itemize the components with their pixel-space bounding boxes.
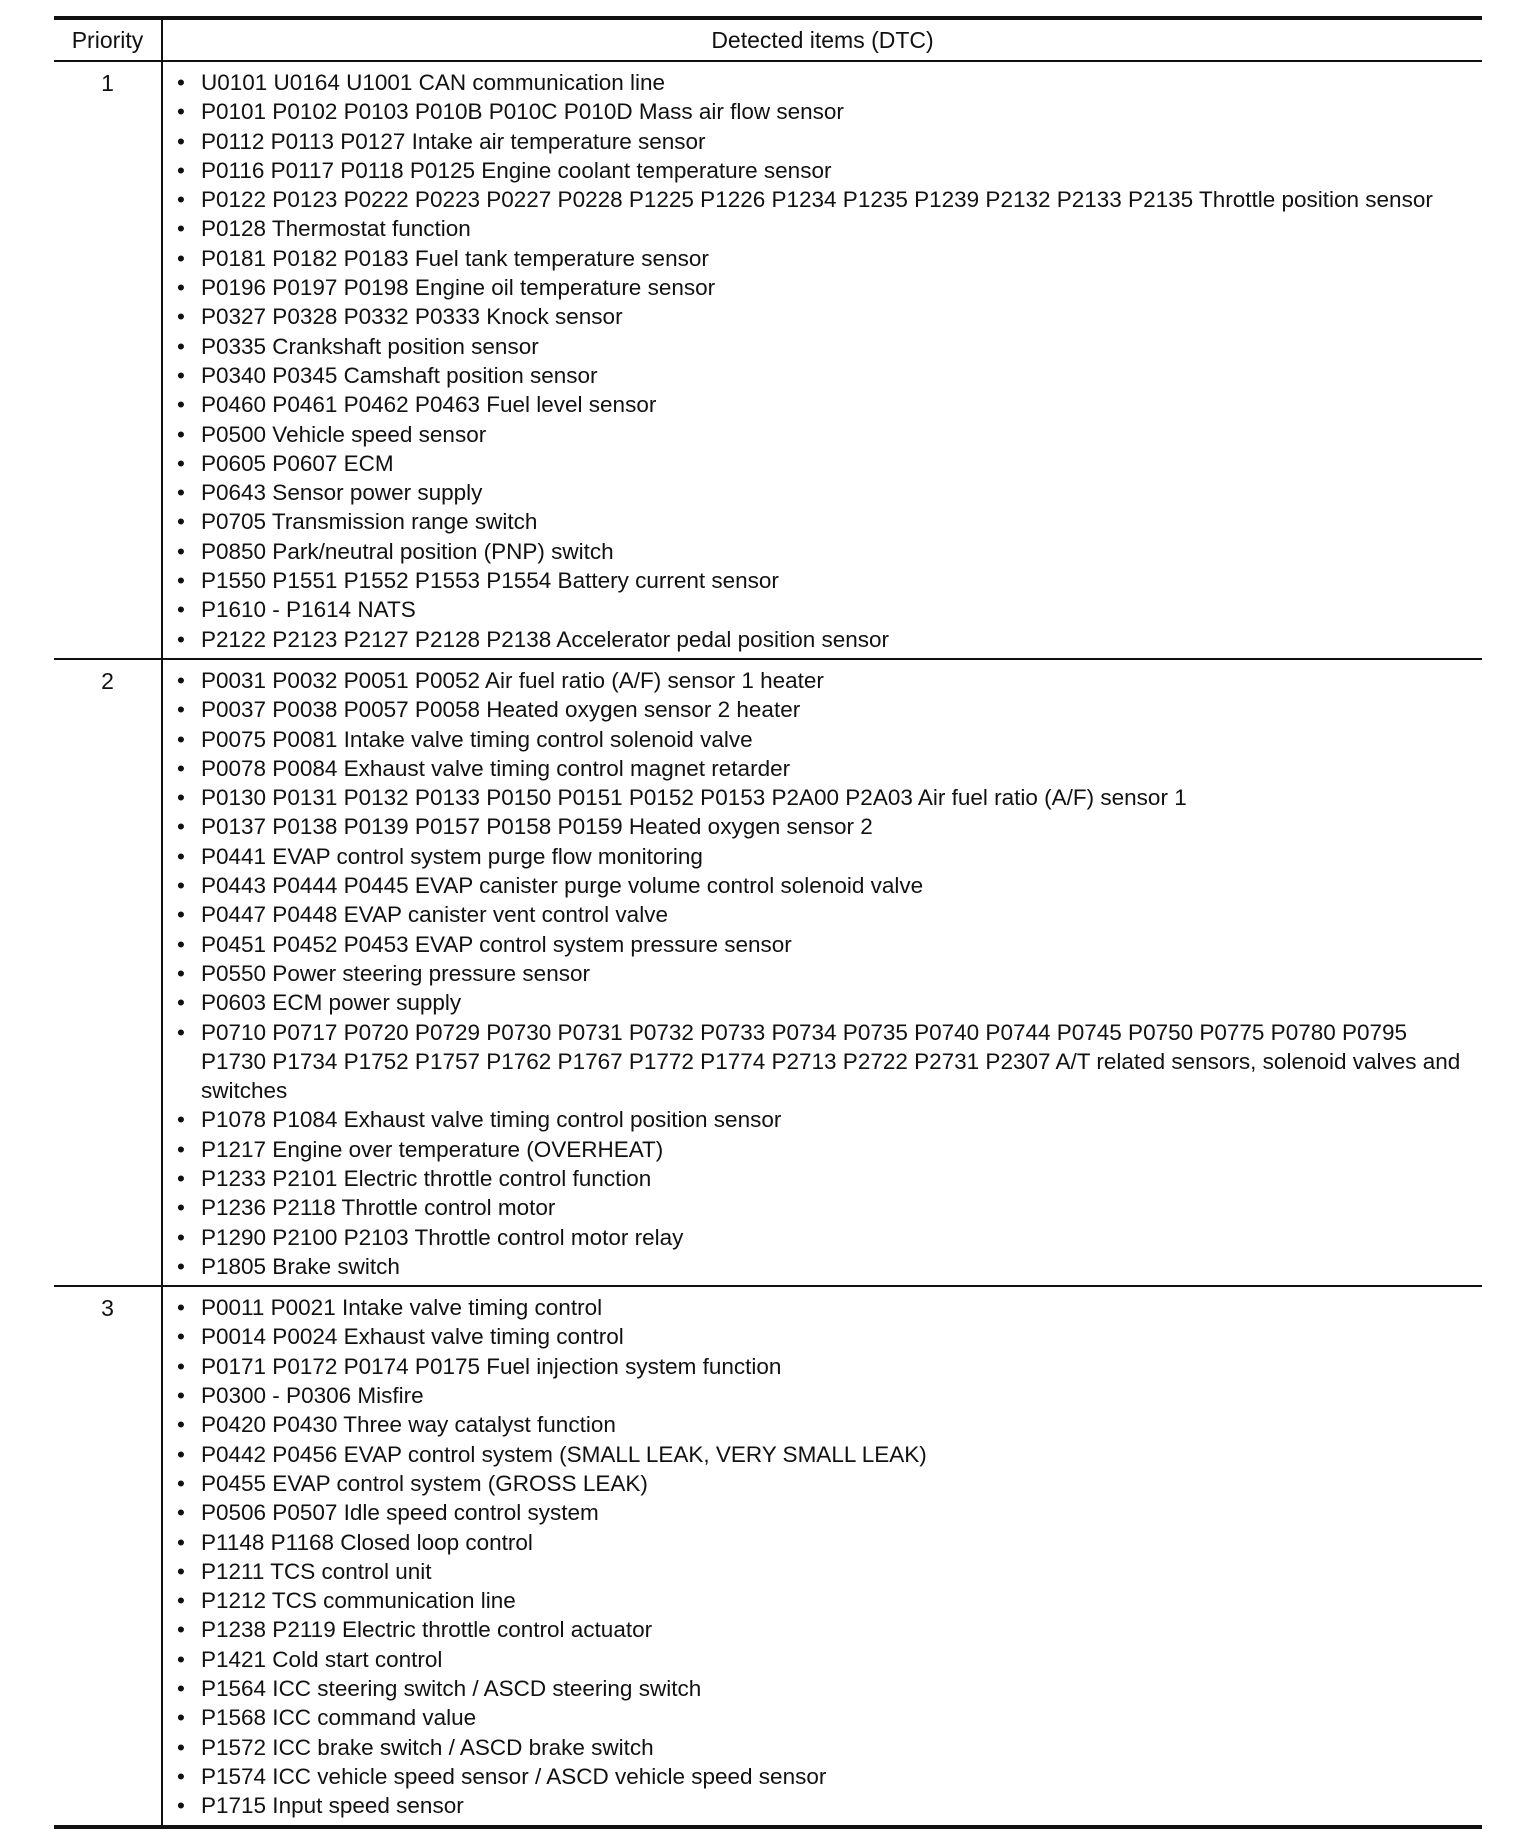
dtc-item: • P1715 Input speed sensor xyxy=(177,1791,1476,1820)
dtc-item: • P1212 TCS communication line xyxy=(177,1586,1476,1615)
dtc-item: • P0171 P0172 P0174 P0175 Fuel injection system function xyxy=(177,1352,1476,1381)
dtc-priority-table-container xyxy=(54,16,1482,1829)
dtc-item: • P1217 Engine over temperature (OVERHEAT) xyxy=(177,1135,1476,1164)
dtc-item: • P0455 EVAP control system (GROSS LEAK) xyxy=(177,1469,1476,1498)
dtc-item: • P0130 P0131 P0132 P0133 P0150 P0151 P0152 P0153 P2A00 P2A03 Air fuel ratio (A/F) sensor 1 xyxy=(177,783,1476,812)
dtc-item: • P0443 P0444 P0445 EVAP canister purge volume control solenoid valve xyxy=(177,871,1476,900)
dtc-item: • P0850 Park/neutral position (PNP) switch xyxy=(177,537,1476,566)
dtc-item: • P1568 ICC command value xyxy=(177,1703,1476,1732)
dtc-item: • P0128 Thermostat function xyxy=(177,214,1476,243)
dtc-item: • P0460 P0461 P0462 P0463 Fuel level sensor xyxy=(177,390,1476,419)
dtc-item: • P1148 P1168 Closed loop control xyxy=(177,1528,1476,1557)
dtc-item: • P0603 ECM power supply xyxy=(177,988,1476,1017)
dtc-item: • P0420 P0430 Three way catalyst function xyxy=(177,1410,1476,1439)
detected-items-cell xyxy=(162,659,1482,1286)
priority-group-row xyxy=(54,659,1482,1286)
dtc-item: • P1574 ICC vehicle speed sensor / ASCD vehicle speed sensor xyxy=(177,1762,1476,1791)
dtc-item: • P1610 - P1614 NATS xyxy=(177,595,1476,624)
header-row xyxy=(54,18,1482,61)
dtc-item: • P1421 Cold start control xyxy=(177,1645,1476,1674)
dtc-item: • P0340 P0345 Camshaft position sensor xyxy=(177,361,1476,390)
dtc-item: • P0112 P0113 P0127 Intake air temperature sensor xyxy=(177,127,1476,156)
dtc-item: • P0643 Sensor power supply xyxy=(177,478,1476,507)
dtc-item: • P0335 Crankshaft position sensor xyxy=(177,332,1476,361)
table-body xyxy=(54,61,1482,1827)
detected-items-cell xyxy=(162,61,1482,659)
dtc-item: • P1805 Brake switch xyxy=(177,1252,1476,1281)
priority-group-row xyxy=(54,1286,1482,1826)
priority-value: 3 xyxy=(54,1286,162,1826)
dtc-item-list xyxy=(163,62,1482,658)
priority-group-row xyxy=(54,61,1482,659)
dtc-item: • P0031 P0032 P0051 P0052 Air fuel ratio (A/F) sensor 1 heater xyxy=(177,666,1476,695)
dtc-item: • P0506 P0507 Idle speed control system xyxy=(177,1498,1476,1527)
priority-value: 2 xyxy=(54,659,162,1286)
dtc-item: • P0116 P0117 P0118 P0125 Engine coolant temperature sensor xyxy=(177,156,1476,185)
dtc-item: • P0705 Transmission range switch xyxy=(177,507,1476,536)
dtc-item: • P1550 P1551 P1552 P1553 P1554 Battery current sensor xyxy=(177,566,1476,595)
dtc-item: • P1290 P2100 P2103 Throttle control motor relay xyxy=(177,1223,1476,1252)
dtc-item: • P0137 P0138 P0139 P0157 P0158 P0159 Heated oxygen sensor 2 xyxy=(177,812,1476,841)
dtc-item: • P1564 ICC steering switch / ASCD steering switch xyxy=(177,1674,1476,1703)
detected-items-cell xyxy=(162,1286,1482,1826)
dtc-item-list xyxy=(163,1287,1482,1824)
dtc-item: • P0014 P0024 Exhaust valve timing control xyxy=(177,1322,1476,1351)
dtc-item: • P0442 P0456 EVAP control system (SMALL LEAK, VERY SMALL LEAK) xyxy=(177,1440,1476,1469)
dtc-item: • P0327 P0328 P0332 P0333 Knock sensor xyxy=(177,302,1476,331)
dtc-item: • P0101 P0102 P0103 P010B P010C P010D Mass air flow sensor xyxy=(177,97,1476,126)
dtc-item: • P1078 P1084 Exhaust valve timing control position sensor xyxy=(177,1105,1476,1134)
dtc-item: • P2122 P2123 P2127 P2128 P2138 Accelerator pedal position sensor xyxy=(177,625,1476,654)
dtc-item: • P0605 P0607 ECM xyxy=(177,449,1476,478)
dtc-item: • P0550 Power steering pressure sensor xyxy=(177,959,1476,988)
dtc-item: • P0500 Vehicle speed sensor xyxy=(177,420,1476,449)
dtc-item: • P0075 P0081 Intake valve timing control solenoid valve xyxy=(177,725,1476,754)
dtc-item: • P0196 P0197 P0198 Engine oil temperature sensor xyxy=(177,273,1476,302)
dtc-item: • P1211 TCS control unit xyxy=(177,1557,1476,1586)
dtc-item: • P0300 - P0306 Misfire xyxy=(177,1381,1476,1410)
dtc-item: • P1236 P2118 Throttle control motor xyxy=(177,1193,1476,1222)
dtc-item: • P0451 P0452 P0453 EVAP control system pressure sensor xyxy=(177,930,1476,959)
dtc-item: • U0101 U0164 U1001 CAN communication line xyxy=(177,68,1476,97)
dtc-item: • P0122 P0123 P0222 P0223 P0227 P0228 P1225 P1226 P1234 P1235 P1239 P2132 P2133 P2135 Throttle position sensor xyxy=(177,185,1476,214)
dtc-item: • P0447 P0448 EVAP canister vent control valve xyxy=(177,900,1476,929)
priority-value: 1 xyxy=(54,61,162,659)
detected-items-header: Detected items (DTC) xyxy=(162,18,1482,61)
dtc-item: • P1233 P2101 Electric throttle control function xyxy=(177,1164,1476,1193)
dtc-item: • P0011 P0021 Intake valve timing control xyxy=(177,1293,1476,1322)
dtc-item: • P1238 P2119 Electric throttle control actuator xyxy=(177,1615,1476,1644)
dtc-item: • P1572 ICC brake switch / ASCD brake switch xyxy=(177,1733,1476,1762)
dtc-item-list xyxy=(163,660,1482,1285)
dtc-item: • P0710 P0717 P0720 P0729 P0730 P0731 P0732 P0733 P0734 P0735 P0740 P0744 P0745 P0750 P0775 P0780 P0795 P1730 P1734 P1752 P1757 P1762 P1767 P1772 P1774 P2713 P2722 P2731 P2307 A/T related sensors, solenoid valves and switches xyxy=(177,1018,1476,1106)
dtc-priority-table xyxy=(54,16,1482,1829)
dtc-item: • P0181 P0182 P0183 Fuel tank temperature sensor xyxy=(177,244,1476,273)
dtc-item: • P0078 P0084 Exhaust valve timing control magnet retarder xyxy=(177,754,1476,783)
priority-header: Priority xyxy=(54,18,162,61)
dtc-item: • P0441 EVAP control system purge flow monitoring xyxy=(177,842,1476,871)
dtc-item: • P0037 P0038 P0057 P0058 Heated oxygen sensor 2 heater xyxy=(177,695,1476,724)
